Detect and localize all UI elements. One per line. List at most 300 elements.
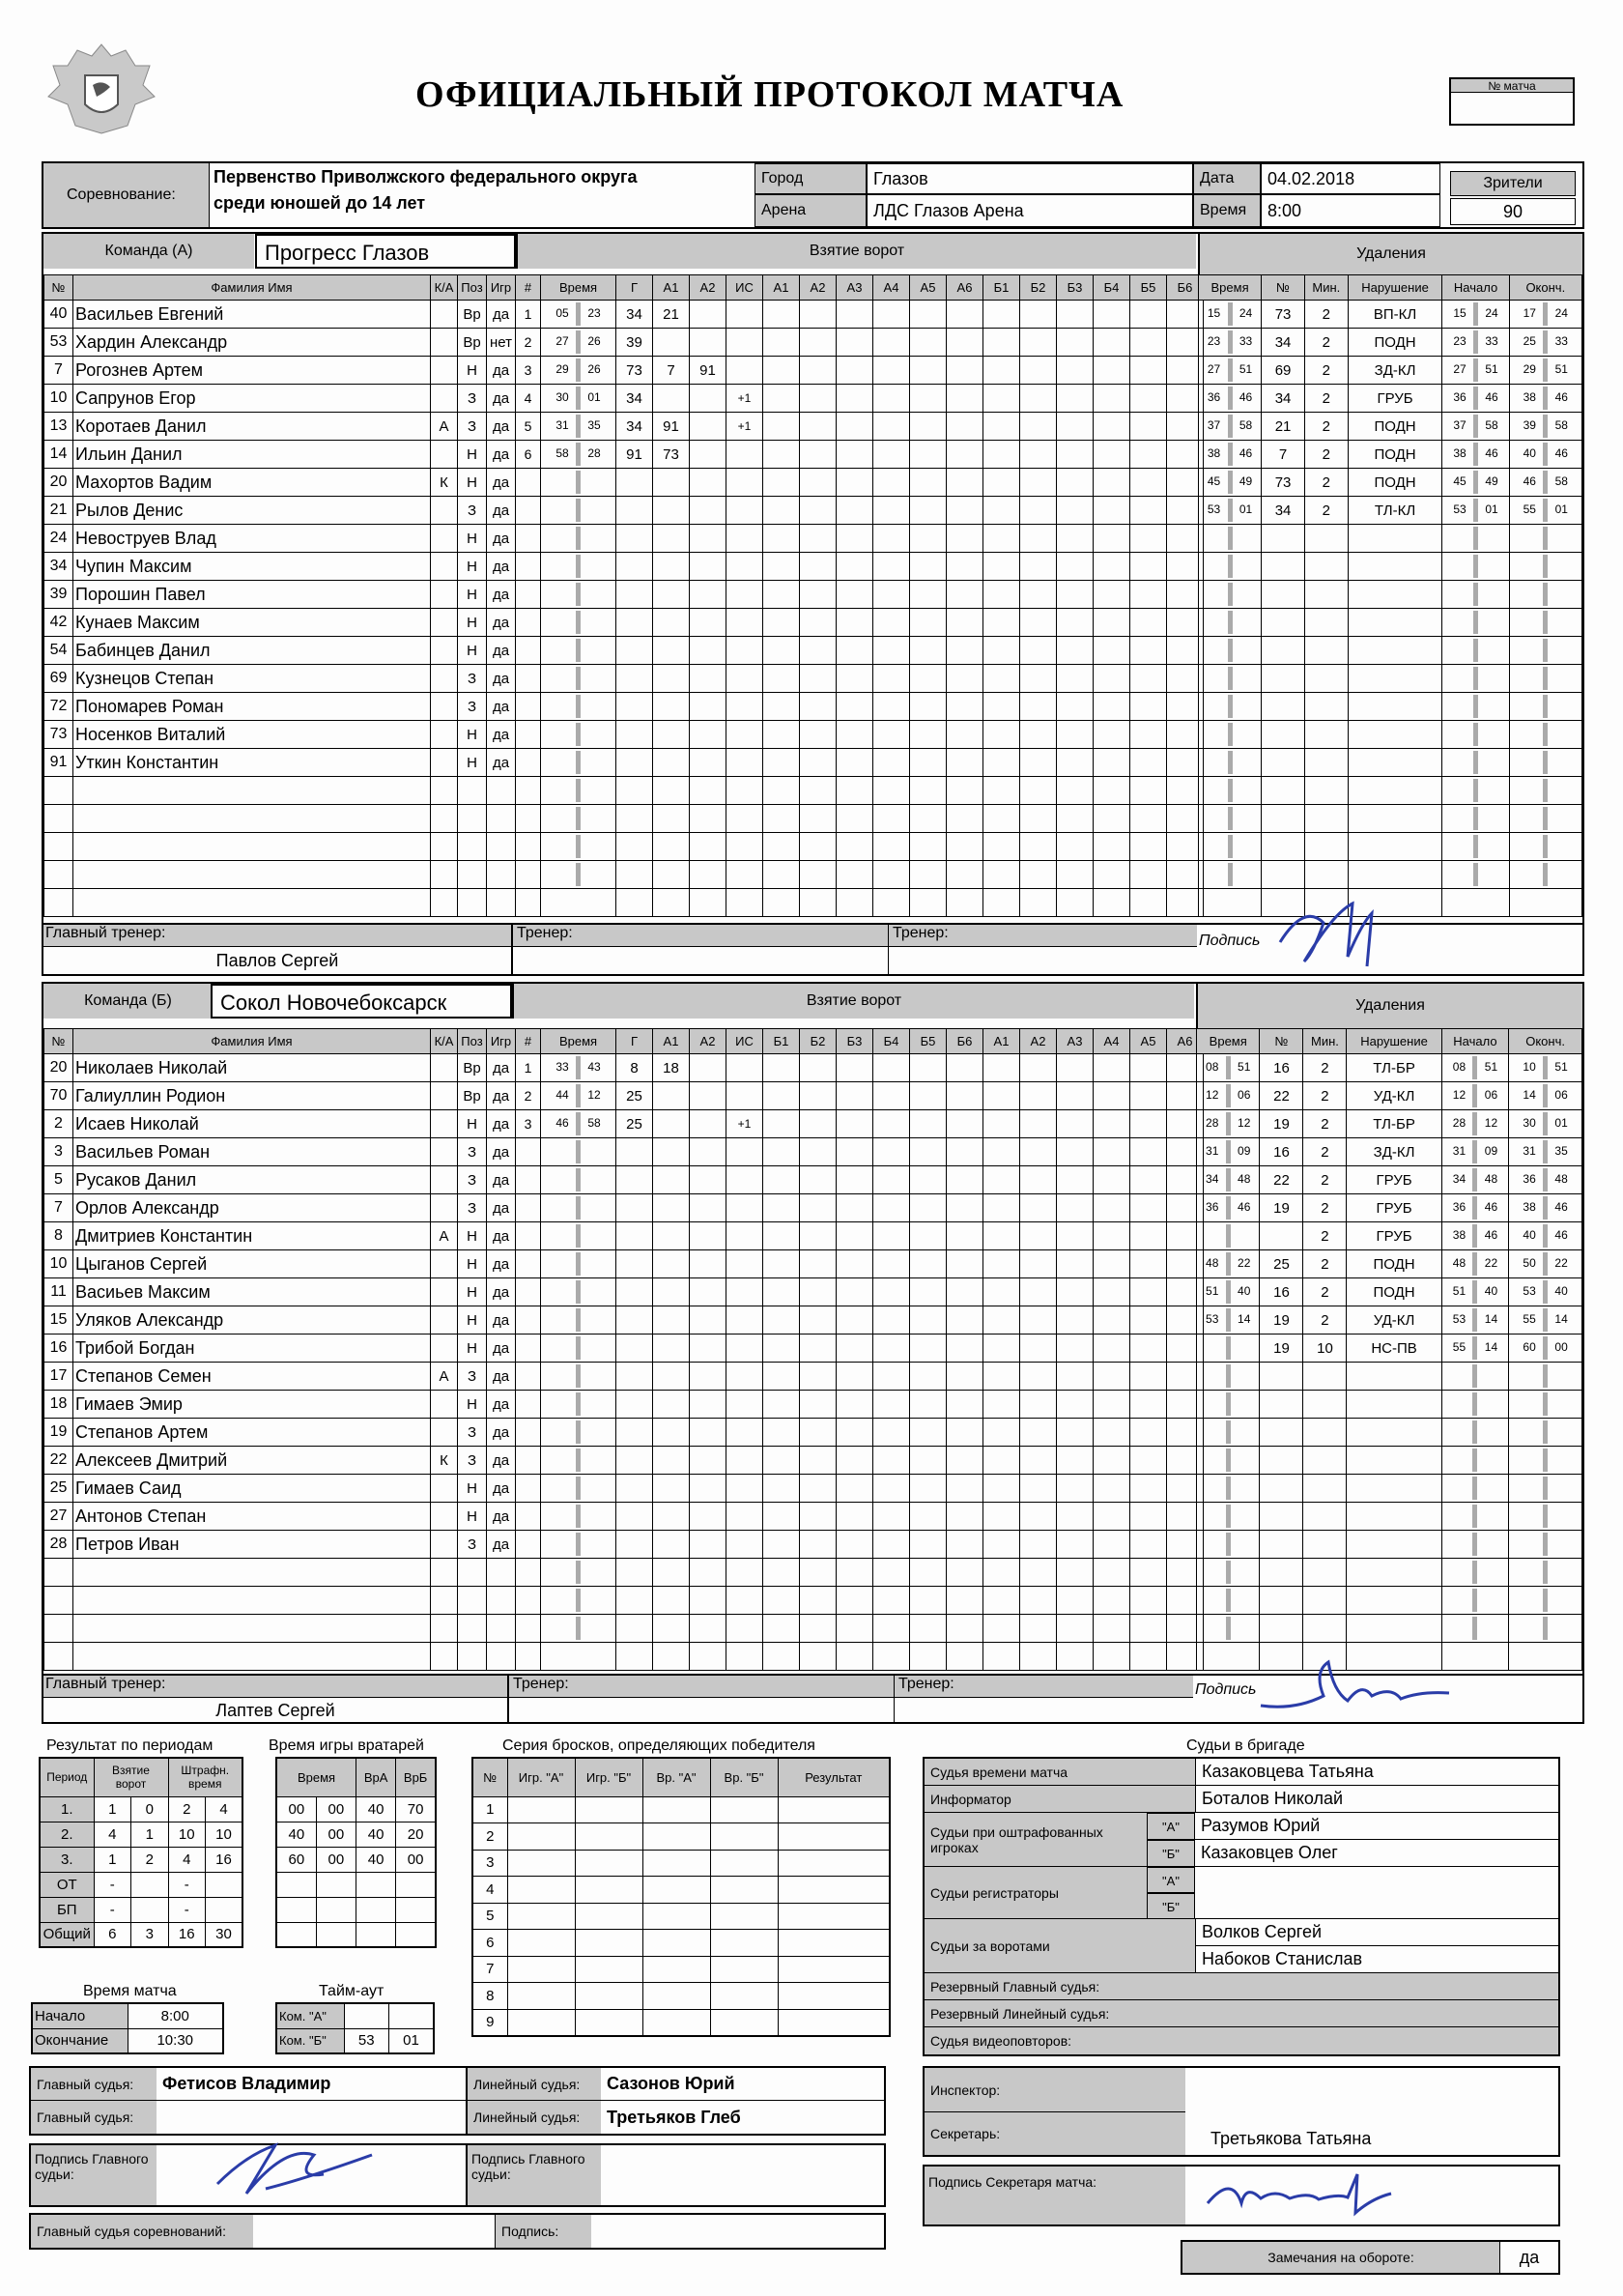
empty-cell <box>726 1559 763 1587</box>
player-role: А <box>431 1222 458 1250</box>
line-cell <box>763 833 800 861</box>
secretary-label: Секретарь: <box>925 2112 1185 2155</box>
empty-cell <box>516 749 541 777</box>
player-position: Н <box>458 749 487 777</box>
empty-cell <box>1348 637 1442 665</box>
line-cell <box>800 609 837 637</box>
line-cell <box>1094 1138 1130 1166</box>
empty-cell <box>1347 1419 1441 1447</box>
penalty-time-sec: 51 <box>1239 362 1253 377</box>
empty-cell <box>653 1559 690 1587</box>
penalty-end-sec: 58 <box>1554 474 1568 489</box>
shootout-number: 2 <box>472 1823 507 1851</box>
referees-panel <box>29 2066 886 2136</box>
time-separator <box>1228 499 1233 522</box>
empty-cell <box>653 693 690 721</box>
line-cell <box>1057 357 1094 385</box>
player-number: 25 <box>44 1475 73 1503</box>
player-name: Порошин Павел <box>73 581 431 609</box>
penalty-start <box>1442 469 1509 497</box>
penalty-end-sec: 14 <box>1554 1312 1568 1327</box>
pen-col-min: Мин. <box>1303 1029 1347 1054</box>
table-row <box>44 1559 1204 1587</box>
empty-cell <box>1262 805 1305 833</box>
line-cell <box>1130 1194 1167 1222</box>
player-number: 11 <box>44 1278 73 1306</box>
player-played: да <box>487 721 516 749</box>
penalty-judges-label: Судьи при оштрафованных игроках <box>925 1813 1147 1867</box>
penalty-time-min: 48 <box>1206 1256 1219 1271</box>
table-row <box>44 1138 1204 1166</box>
player-played: да <box>487 497 516 525</box>
line-cell <box>763 413 800 441</box>
penalty-violation: ЗД-КЛ <box>1347 1138 1441 1166</box>
player-role <box>431 497 458 525</box>
goal-time-empty <box>541 1447 616 1475</box>
time-separator <box>1543 1308 1548 1332</box>
penalty-end-sec: 35 <box>1554 1144 1568 1159</box>
line-cell <box>837 497 873 525</box>
player-number: 16 <box>44 1335 73 1363</box>
penalty-minutes: 2 <box>1303 1250 1347 1278</box>
penalty-end-sec: 46 <box>1554 1228 1568 1243</box>
line-cell <box>947 1250 983 1278</box>
penalty-player: 25 <box>1260 1250 1303 1278</box>
time-separator <box>1543 1112 1548 1135</box>
line-cell <box>763 1363 800 1391</box>
empty-cell <box>653 553 690 581</box>
table-row <box>44 777 1204 805</box>
line-cell <box>910 497 947 525</box>
empty-cell <box>431 1587 458 1615</box>
line-cell <box>837 1587 873 1615</box>
col-no: № <box>44 275 73 301</box>
player-number: 53 <box>44 329 73 357</box>
empty-cell <box>710 1930 778 1957</box>
line-cell <box>983 1054 1020 1082</box>
match-end: 10:30 <box>128 2028 223 2053</box>
empty-cell <box>1347 1531 1441 1559</box>
line-cell <box>1094 1503 1130 1531</box>
period-value: 2 <box>131 1847 169 1872</box>
empty-cell <box>1347 1615 1441 1643</box>
time-separator <box>576 471 581 494</box>
empty-cell <box>710 1823 778 1851</box>
col-line-10: А5 <box>1130 1029 1167 1054</box>
goal-time-min: 27 <box>555 334 569 349</box>
roster-header <box>44 275 1204 301</box>
empty-cell <box>726 1503 763 1531</box>
line-cell <box>873 441 910 469</box>
empty-cell <box>1441 1419 1509 1447</box>
line-cell <box>873 1447 910 1475</box>
goal-assist-2 <box>690 385 726 413</box>
line-cell <box>983 1643 1020 1671</box>
line-cell <box>873 469 910 497</box>
line-cell <box>1057 581 1094 609</box>
empty-cell <box>653 581 690 609</box>
line-cell <box>910 1166 947 1194</box>
penalty-header <box>1197 1029 1582 1054</box>
player-role: К <box>431 469 458 497</box>
line-cell <box>1130 721 1167 749</box>
penalty-time-sec: 22 <box>1238 1256 1251 1271</box>
empty-cell <box>616 833 653 861</box>
pen-col-min: Мин. <box>1304 275 1348 301</box>
line-cell <box>873 1643 910 1671</box>
table-row <box>1199 413 1582 441</box>
empty-cell <box>1509 861 1581 889</box>
period-value: 16 <box>206 1847 243 1872</box>
line-cell <box>873 1110 910 1138</box>
team-b-penalties-title: Удаления <box>1196 984 1582 1028</box>
player-played: да <box>487 693 516 721</box>
penalty-start <box>1442 357 1509 385</box>
goal-situation: +1 <box>726 413 763 441</box>
empty-cell <box>616 1166 653 1194</box>
line-cell <box>800 833 837 861</box>
main-ref-signature <box>208 2126 382 2203</box>
line-cell <box>947 1166 983 1194</box>
empty-cell <box>690 637 726 665</box>
empty-cell <box>1197 1587 1260 1615</box>
empty-cell <box>1442 581 1509 609</box>
goalies-title: Время игры вратарей <box>269 1737 424 1754</box>
goal-time-empty <box>541 1419 616 1447</box>
empty-cell <box>690 1643 726 1671</box>
empty-cell <box>642 2009 710 2036</box>
line-cell <box>1057 553 1094 581</box>
table-row <box>1197 1559 1582 1587</box>
period-value: 16 <box>168 1922 206 1947</box>
goalies-table <box>275 1757 437 1948</box>
empty-cell <box>507 1877 575 1904</box>
empty-cell <box>1304 833 1348 861</box>
line-cell <box>1020 413 1057 441</box>
goal-assist-1 <box>653 329 690 357</box>
penalty-end-min: 40 <box>1523 446 1536 461</box>
player-name: Бабинцев Данил <box>73 637 431 665</box>
penalty-start-min: 36 <box>1452 1200 1466 1215</box>
penalty-time-sec: 40 <box>1238 1284 1251 1299</box>
team-a-penalties <box>1198 274 1582 917</box>
table-row <box>44 1082 1204 1110</box>
line-cell <box>1057 637 1094 665</box>
player-played: да <box>487 1278 516 1306</box>
empty-cell <box>616 609 653 637</box>
line-cell <box>1130 357 1167 385</box>
empty-cell <box>396 1872 436 1897</box>
empty-cell <box>1442 693 1509 721</box>
line-cell <box>1094 861 1130 889</box>
player-name: Гимаев Саид <box>73 1475 431 1503</box>
line-cell <box>1020 1222 1057 1250</box>
empty-cell <box>516 1278 541 1306</box>
goal-time-empty <box>541 1194 616 1222</box>
goal-time <box>541 301 616 329</box>
penalty-player: 19 <box>1260 1194 1303 1222</box>
line-cell <box>947 1615 983 1643</box>
time-separator <box>1543 1140 1548 1163</box>
secretary-sign-label: Подпись Секретаря матча: <box>925 2167 1185 2224</box>
table-row <box>44 413 1204 441</box>
empty-cell <box>575 1903 642 1930</box>
empty-cell <box>1199 861 1262 889</box>
comp-main-panel <box>29 2213 886 2250</box>
empty-cell <box>616 1615 653 1643</box>
empty-cell <box>575 1983 642 2010</box>
penalty-start-sec: 46 <box>1484 1228 1498 1243</box>
line-cell <box>910 1222 947 1250</box>
empty-cell <box>575 1877 642 1904</box>
shootout-col-2: Игр. "Б" <box>575 1758 642 1796</box>
empty-cell <box>516 1615 541 1643</box>
line-cell <box>873 1419 910 1447</box>
time-separator <box>576 835 581 858</box>
player-role: К <box>431 1447 458 1475</box>
table-row <box>44 469 1204 497</box>
penalty-start-min: 08 <box>1452 1060 1466 1075</box>
goal-scorer: 8 <box>616 1054 653 1082</box>
player-role <box>431 1419 458 1447</box>
table-row <box>1199 693 1582 721</box>
penalty-player: 69 <box>1262 357 1305 385</box>
player-name: Невоструев Влад <box>73 525 431 553</box>
line-cell <box>1094 833 1130 861</box>
player-position: З <box>458 497 487 525</box>
line-cell <box>947 329 983 357</box>
player-position: Н <box>458 1222 487 1250</box>
line-cell <box>947 637 983 665</box>
match-start-label: Начало <box>32 2003 128 2028</box>
empty-cell <box>616 581 653 609</box>
player-role <box>431 1138 458 1166</box>
empty-cell <box>726 581 763 609</box>
empty-cell <box>690 1447 726 1475</box>
period-name: 2. <box>40 1822 94 1847</box>
line-cell <box>1020 1559 1057 1587</box>
goalie-value: 70 <box>396 1796 436 1822</box>
team-b-label: Команда (Б) <box>43 984 213 1019</box>
table-row <box>44 1475 1204 1503</box>
empty-cell <box>431 861 458 889</box>
empty-cell <box>516 1222 541 1250</box>
empty-cell <box>690 693 726 721</box>
period-value: 2 <box>168 1796 206 1822</box>
time-separator <box>1472 1056 1477 1079</box>
table-row <box>1197 1054 1582 1082</box>
line-cell <box>947 469 983 497</box>
line-cell <box>947 1194 983 1222</box>
line-cell <box>1130 329 1167 357</box>
penalty-end <box>1509 1278 1582 1306</box>
empty-cell <box>616 665 653 693</box>
table-row <box>472 1850 890 1877</box>
penalty-time <box>1197 1138 1260 1166</box>
player-played: да <box>487 749 516 777</box>
penalty-start-min: 38 <box>1452 1228 1466 1243</box>
empty-cell <box>653 777 690 805</box>
penalty-end-min: 31 <box>1523 1144 1536 1159</box>
period-value <box>206 1872 243 1897</box>
line-cell <box>837 1054 873 1082</box>
empty-cell <box>616 749 653 777</box>
penalty-violation: ТЛ-БР <box>1347 1110 1441 1138</box>
time-separator <box>1543 1392 1548 1416</box>
line-cell <box>1094 749 1130 777</box>
col-line-9: Б4 <box>1094 275 1130 301</box>
team-b-coach-1 <box>507 1697 894 1723</box>
line-cell <box>983 1278 1020 1306</box>
penalty-player: 22 <box>1260 1166 1303 1194</box>
penalty-end <box>1509 1306 1582 1335</box>
line-cell <box>1057 1615 1094 1643</box>
time-separator <box>1543 471 1548 494</box>
line-cell <box>1130 553 1167 581</box>
goal-scorer: 34 <box>616 301 653 329</box>
line-cell <box>1094 1194 1130 1222</box>
line-cell <box>1020 805 1057 833</box>
penalty-start <box>1441 1222 1509 1250</box>
penalty-violation: УД-КЛ <box>1347 1306 1441 1335</box>
penalty-start-min: 12 <box>1452 1088 1466 1103</box>
table-row <box>1199 497 1582 525</box>
penalty-end-min: 55 <box>1523 1312 1536 1327</box>
goal-time-empty <box>541 1306 616 1335</box>
empty-cell <box>1260 1447 1303 1475</box>
empty-cell <box>516 1531 541 1559</box>
line-cell <box>873 861 910 889</box>
empty-cell <box>690 1250 726 1278</box>
line-cell <box>837 805 873 833</box>
line-cell <box>1094 469 1130 497</box>
match-time-title: Время матча <box>83 1983 177 1999</box>
line-cell <box>1057 413 1094 441</box>
goal-situation <box>726 1054 763 1082</box>
team-b-coach-label-1: Тренер: <box>507 1676 894 1697</box>
line-cell <box>1020 441 1057 469</box>
penalty-end-min: 29 <box>1523 362 1536 377</box>
table-row <box>40 1822 242 1847</box>
penalty-player: 21 <box>1262 413 1305 441</box>
table-row <box>1197 1615 1582 1643</box>
line-cell <box>837 1391 873 1419</box>
time-separator <box>1543 1336 1548 1360</box>
time-separator <box>1543 1561 1548 1584</box>
empty-cell <box>458 1615 487 1643</box>
penalty-violation: ЗД-КЛ <box>1348 357 1442 385</box>
empty-cell <box>653 889 690 917</box>
empty-cell <box>458 1559 487 1587</box>
penalty-start-sec: 22 <box>1484 1256 1498 1271</box>
line-cell <box>1130 1559 1167 1587</box>
timeout-b-sec: 01 <box>389 2028 435 2053</box>
time-separator <box>1543 1168 1548 1191</box>
team-a-name: Прогресс Глазов <box>255 234 516 269</box>
penalty-player: 34 <box>1262 497 1305 525</box>
line-cell <box>1057 1194 1094 1222</box>
player-played: да <box>487 581 516 609</box>
goal-assist-1 <box>653 1110 690 1138</box>
empty-cell <box>487 1559 516 1587</box>
empty-cell <box>356 1922 396 1947</box>
goal-scorer: 34 <box>616 413 653 441</box>
pen-col-start: Начало <box>1441 1029 1509 1054</box>
empty-cell <box>516 1503 541 1531</box>
period-name: Общий <box>40 1922 94 1947</box>
empty-cell <box>44 861 73 889</box>
empty-cell <box>653 1531 690 1559</box>
empty-cell <box>1199 637 1262 665</box>
line-cell <box>1130 581 1167 609</box>
goal-time-empty <box>541 749 616 777</box>
time-separator <box>576 1196 581 1220</box>
table-row <box>44 441 1204 469</box>
col-line-7: Б2 <box>1020 275 1057 301</box>
line-cell <box>800 385 837 413</box>
line-cell <box>1094 329 1130 357</box>
player-name: Уткин Константин <box>73 749 431 777</box>
player-name: Махортов Вадим <box>73 469 431 497</box>
penalty-start-min: 48 <box>1452 1256 1466 1271</box>
line-cell <box>1130 1503 1167 1531</box>
player-played: да <box>487 1138 516 1166</box>
line-cell <box>947 721 983 749</box>
penalty-end-min: 46 <box>1523 474 1536 489</box>
empty-cell <box>458 1643 487 1671</box>
shootout-col-4: Вр. "Б" <box>710 1758 778 1796</box>
player-played: да <box>487 1335 516 1363</box>
table-row <box>40 1872 242 1897</box>
period-value: 1 <box>94 1847 131 1872</box>
line-cell <box>910 693 947 721</box>
line-cell <box>983 385 1020 413</box>
goal-time <box>541 413 616 441</box>
table-row <box>40 1847 242 1872</box>
empty-cell <box>1348 693 1442 721</box>
penalty-start-min: 45 <box>1453 474 1466 489</box>
empty-cell <box>616 1335 653 1363</box>
goalie-value: 60 <box>276 1847 316 1872</box>
penalty-start-sec: 01 <box>1485 502 1498 517</box>
line-cell <box>1130 637 1167 665</box>
table-row <box>472 1796 890 1823</box>
penalty-start-sec: 51 <box>1485 362 1498 377</box>
line-cell <box>910 1306 947 1335</box>
line-cell <box>1130 1587 1167 1615</box>
empty-cell <box>1197 1531 1260 1559</box>
penalty-a-tag: "А" <box>1147 1813 1195 1840</box>
goal-scorer: 73 <box>616 357 653 385</box>
line-cell <box>1094 1419 1130 1447</box>
empty-cell <box>1347 1587 1441 1615</box>
line-cell <box>983 1222 1020 1250</box>
line-cell <box>910 1391 947 1419</box>
empty-cell <box>1442 889 1509 917</box>
line-cell <box>800 1363 837 1391</box>
col-ka: К/А <box>431 275 458 301</box>
time-separator <box>1473 527 1478 550</box>
empty-cell <box>1303 1447 1347 1475</box>
arena-value: ЛДС Глазов Арена <box>867 194 1193 227</box>
time-separator <box>1473 387 1478 410</box>
match-start: 8:00 <box>128 2003 223 2028</box>
time-separator <box>1226 1336 1231 1360</box>
team-b-name: Сокол Новочебоксарск <box>211 984 512 1019</box>
player-number: 24 <box>44 525 73 553</box>
empty-cell <box>653 1363 690 1391</box>
player-role <box>431 553 458 581</box>
